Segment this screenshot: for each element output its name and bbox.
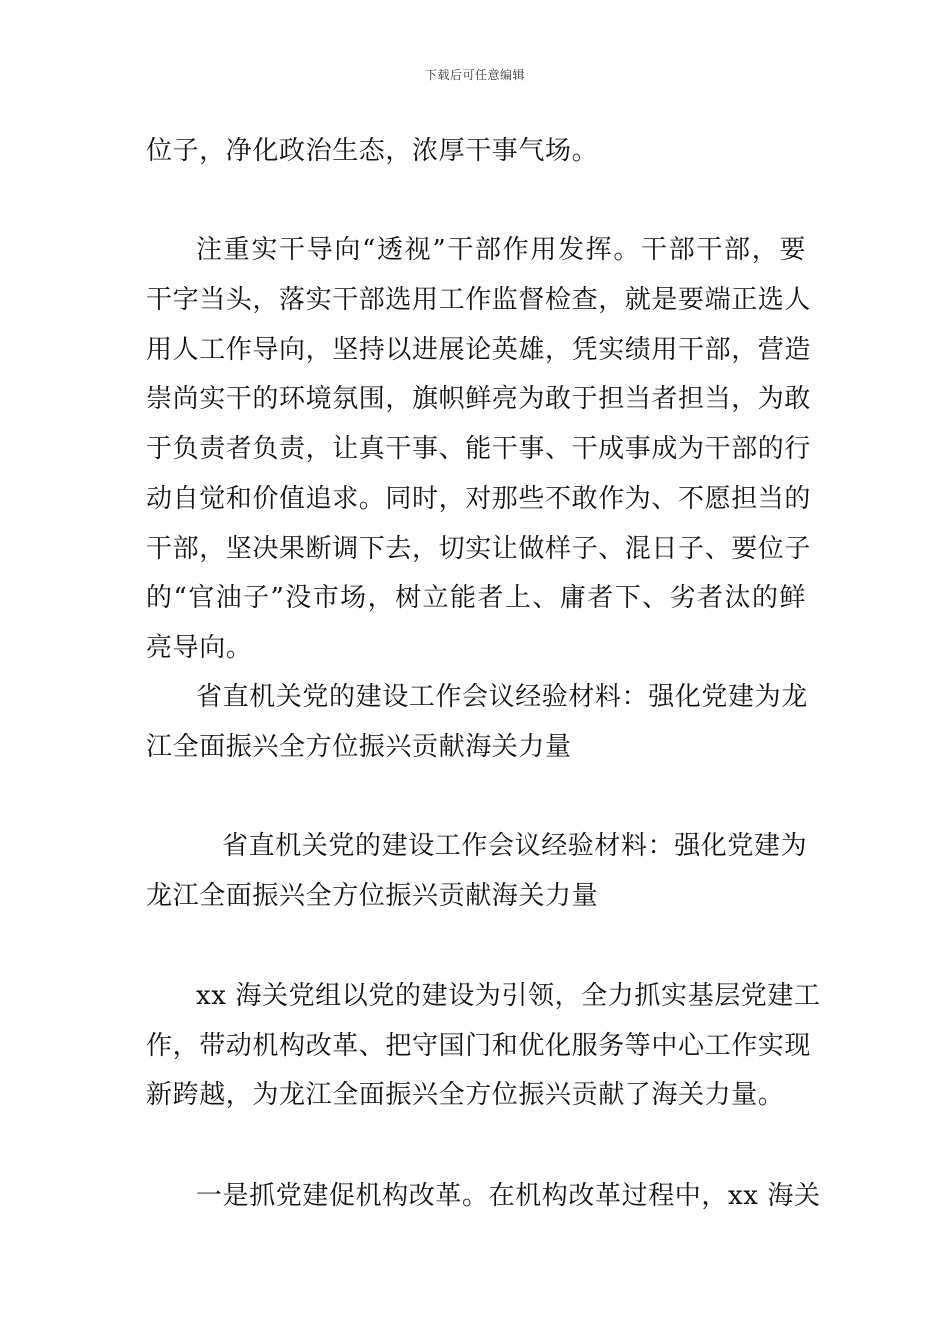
text-line-16: 作，带动机构改革、把守国门和优化服务等中心工作实现 bbox=[146, 1031, 812, 1061]
text-line-8: 干部，坚决果断调下去，切实让做样子、混日子、要位子 bbox=[146, 534, 812, 564]
text-line-9: 的“官油子”没市场，树立能者上、庸者下、劣者汰的鲜 bbox=[146, 583, 806, 613]
text-line-1: 位子，净化政治生态，浓厚干事气场。 bbox=[146, 136, 599, 166]
text-line-5: 崇尚实干的环境氛围，旗帜鲜亮为敢于担当者担当，为敢 bbox=[146, 384, 812, 414]
text-line-13: 省直机关党的建设工作会议经验材料：强化党建为 bbox=[222, 831, 808, 861]
text-line-15: xx 海关党组以党的建设为引领，全力抓实基层党建工 bbox=[196, 981, 821, 1011]
text-line-4: 用人工作导向，坚持以进展论英雄，凭实绩用干部，营造 bbox=[146, 335, 812, 365]
text-line-11: 省直机关党的建设工作会议经验材料：强化党建为龙 bbox=[196, 682, 808, 712]
text-line-10: 亮导向。 bbox=[146, 633, 253, 663]
text-line-7: 动自觉和价值追求。同时，对那些不敢作为、不愿担当的 bbox=[146, 484, 812, 514]
text-line-2: 注重实干导向“透视”干部作用发挥。干部干部，要 bbox=[196, 235, 806, 265]
text-line-17: 新跨越，为龙江全面振兴全方位振兴贡献了海关力量。 bbox=[146, 1080, 785, 1110]
page-header: 下载后可任意编辑 bbox=[424, 68, 525, 82]
text-line-14: 龙江全面振兴全方位振兴贡献海关力量 bbox=[146, 881, 599, 911]
text-line-18: 一是抓党建促机构改革。在机构改革过程中，xx 海关 bbox=[196, 1181, 821, 1211]
text-line-6: 于负责者负责，让真干事、能干事、干成事成为干部的行 bbox=[146, 434, 812, 464]
text-line-3: 干字当头，落实干部选用工作监督检查，就是要端正选人 bbox=[146, 285, 812, 315]
text-line-12: 江全面振兴全方位振兴贡献海关力量 bbox=[146, 732, 572, 762]
